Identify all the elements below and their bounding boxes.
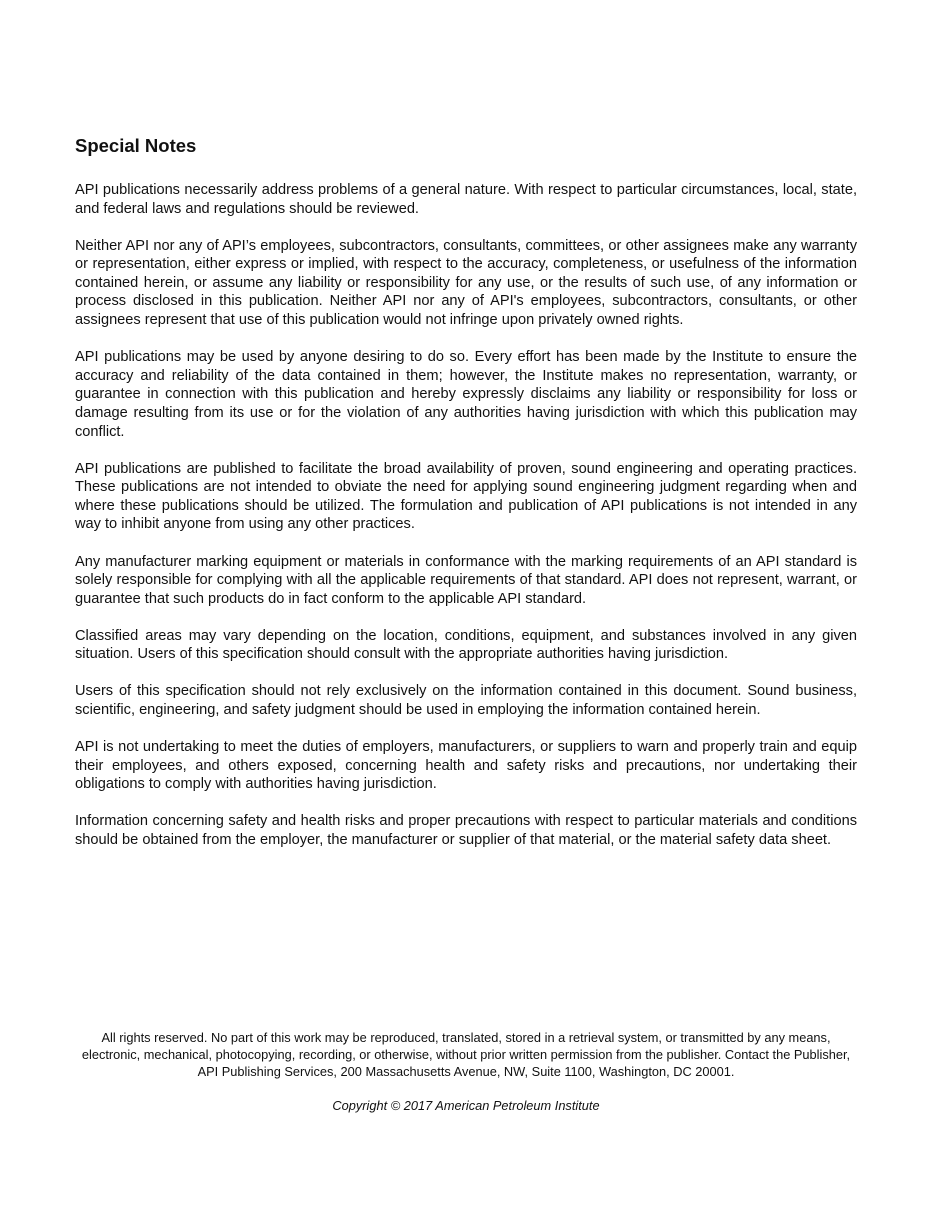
paragraph-manufacturer-marking: Any manufacturer marking equipment or materials in conformance with the marking requirements of an API standard is solely responsible for complying with all the applicable requirements of that standard. API does not represent, warrant, or guarantee that such products do in fact conform to the applicable API standard. <box>75 553 857 607</box>
paragraph-judgment: Users of this specification should not rely exclusively on the information contained in this document. Sound business, scientific, engineering, and safety judgment should be used in employing the information contained herein. <box>75 683 857 719</box>
paragraph-general-nature: API publications necessarily address problems of a general nature. With respect to particular circumstances, local, state, and federal laws and regulations should be reviewed. <box>75 182 857 217</box>
page-footer <box>75 1029 857 1114</box>
paragraph-broad-availability: API publications are published to facilitate the broad availability of proven, sound engineering and operating practices. These publications are not intended to obviate the need for applying sound engineering judgment regarding when and where these publications should be utilized. The formulation and publication of API publications is not intended in any way to inhibit anyone from using any other practices. <box>75 460 857 533</box>
special-notes-body <box>75 181 857 868</box>
paragraph-employer-duties: API is not undertaking to meet the duties of employers, manufacturers, or suppliers to warn and properly train and equip their employees, and others exposed, concerning health and safety risks and precautions, nor undertaking their obligations to comply with authorities having jurisdiction. <box>75 739 857 793</box>
paragraph-use-by-anyone: API publications may be used by anyone desiring to do so. Every effort has been made by the Institute to ensure the accuracy and reliability of the data contained in them; however, the Institute makes no representation, warranty, or guarantee in connection with this publication and hereby expressly disclaims any liability or responsibility for loss or damage resulting from its use or for the violation of any authorities having jurisdiction with which this publication may conflict. <box>75 349 857 440</box>
paragraph-classified-areas: Classified areas may vary depending on the location, conditions, equipment, and substances involved in any given situation. Users of this specification should consult with the appropriate authorities having jurisdiction. <box>75 627 857 663</box>
paragraph-safety-information: Information concerning safety and health risks and proper precautions with respect to particular materials and conditions should be obtained from the employer, the manufacturer or supplier of that material, or the material safety data sheet. <box>75 813 857 849</box>
paragraph-no-warranty: Neither API nor any of API’s employees, subcontractors, consultants, committees, or other assignees make any warranty or representation, either express or implied, with respect to the accuracy, completeness, or usefulness of the information contained herein, or assume any liability or responsibility for any use, or the results of such use, of any information or process disclosed in this publication. Neither API nor any of API's employees, subcontractors, consultants, or other assignees represent that use of this publication would not infringe upon privately owned rights. <box>75 237 857 329</box>
rights-notice: All rights reserved. No part of this work may be reproduced, translated, stored in a retrieval system, or transmitted by any means, electronic, mechanical, photocopying, recording, or otherwise, without prior written permission from the publisher. Contact the Publisher, API Publishing Services, 200 Massachusetts Avenue, NW, Suite 1100, Washington, DC 20001. <box>81 1030 851 1079</box>
page-title: Special Notes <box>75 135 197 156</box>
copyright-notice: Copyright © 2017 American Petroleum Institute <box>332 1098 600 1113</box>
